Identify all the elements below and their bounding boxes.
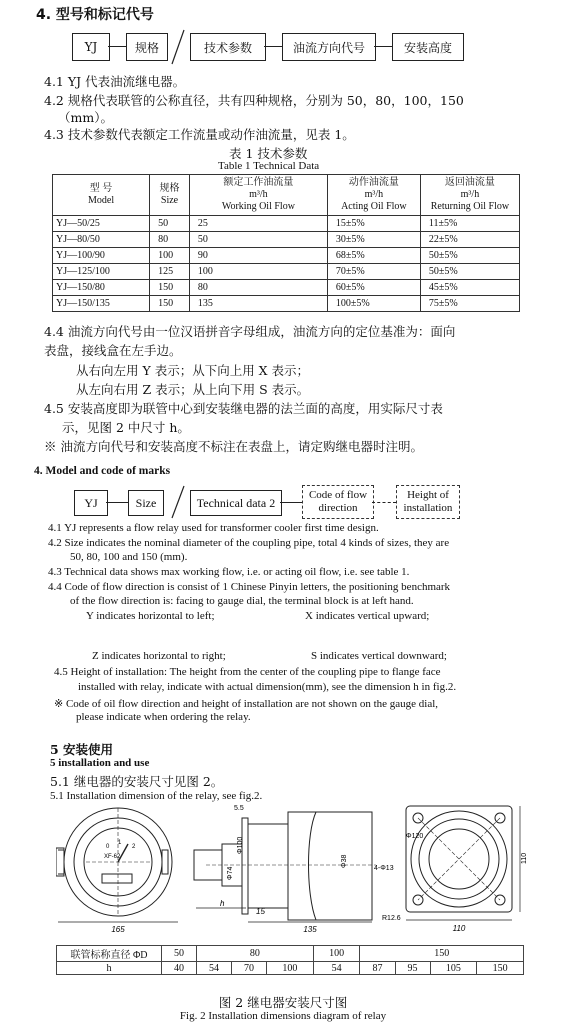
line-4-1-cn: 4.1 YJ 代表油流继电器。 <box>44 74 186 89</box>
table-row: YJ—80/50 80 50 30±5% 22±5% <box>53 232 520 248</box>
technical-data-table: 型 号 Model 规格 Size 额定工作油流量 m³/h Working Oil Flow 动作油流量 m³/h Acting Oil Flow 返回油流量 m³/h Returning Oil Flow YJ—50/25 50 25 15±5% 11±5% YJ—80/50 80 50 30±5% 22±5% YJ—100/90 100 90 68±5% 50±5% YJ—125/100 125 100 70±5% 50±5% YJ—150/80 150 80 60±5% 45±5% YJ—150/135 150 135 100±5% 75±5% <box>52 174 520 312</box>
table-row: YJ—100/90 100 90 68±5% 50±5% <box>53 248 520 264</box>
line-4-2-cn: 4.2 规格代表联管的公称直径，共有四种规格，分别为 50，80，100，150 <box>44 93 464 108</box>
table-row: YJ—50/25 50 25 15±5% 11±5% <box>53 216 520 232</box>
note-en: ※ Code of oil flow direction and height of installation are not shown on the gauge dial, <box>54 698 439 710</box>
svg-text:1: 1 <box>118 840 122 846</box>
box-yj-en: YJ <box>74 490 108 516</box>
line-4-4b-en: of the flow direction is: facing to gauge dial, the terminal block is at left hand. <box>70 595 414 607</box>
line-4-5-cn: 4.5 安装高度即为联管中心到安装继电器的法兰面的高度，用实际尺寸表 <box>44 401 443 416</box>
line-y-x-cn: 从右向左用 Y 表示；从下向上用 X 表示； <box>76 363 310 378</box>
section-4-heading-cn: 4. 型号和标记代号 <box>36 7 154 23</box>
svg-text:Φ100: Φ100 <box>237 836 244 854</box>
line-4-2-en: 4.2 Size indicates the nominal diameter of the coupling pipe, total 4 kinds of sizes, they are <box>48 537 450 549</box>
svg-text:0: 0 <box>106 844 110 850</box>
line-5-1-en: 5.1 Installation dimension of the relay, see fig.2. <box>50 790 263 802</box>
line-4-2b-en: 50, 80, 100 and 150 (mm). <box>70 551 188 563</box>
dial-label: XF-62 <box>104 854 121 860</box>
slash-divider-en <box>170 484 186 520</box>
box-size: 规格 <box>126 33 168 61</box>
line-4-3-cn: 4.3 技术参数代表额定工作流量或动作油流量，见表 1。 <box>44 127 355 142</box>
line-4-5b-en: installed with relay, indicate with actual dimension(mm), see the dimension h in fig.2. <box>78 681 457 693</box>
table-row: YJ—125/100 125 100 70±5% 50±5% <box>53 264 520 280</box>
line-4-4b-cn: 表盘，接线盒在左手边。 <box>44 343 182 358</box>
line-4-5b-cn: 示，见图 2 中尺寸 h。 <box>62 420 190 435</box>
box-height-en: Height of installation <box>396 485 460 519</box>
dim-135: 135 <box>303 925 317 934</box>
box-flow-code-en: Code of flow direction <box>302 485 374 519</box>
figure-caption-en: Fig. 2 Installation dimensions diagram of relay <box>179 1010 387 1022</box>
line-4-4-en: 4.4 Code of flow direction is consist of 1 Chinese Pinyin letters, the positioning benchmark <box>48 581 451 593</box>
line-y-en: Y indicates horizontal to left; <box>86 610 215 622</box>
note-b-en: please indicate when ordering the relay. <box>76 711 251 723</box>
figure-caption-cn: 图 2 继电器安装尺寸图 <box>218 995 348 1010</box>
svg-text:2: 2 <box>132 844 136 850</box>
dimension-table: 联管标称直径 ΦD 50 80 100 150 h 40 54 70 100 54 87 95 105 150 <box>56 945 524 975</box>
dim-h: h <box>220 899 225 908</box>
dim-110-v: 110 <box>521 852 528 864</box>
line-4-5-en: 4.5 Height of installation: The height from the center of the coupling pipe to flange face <box>54 666 441 678</box>
line-z-s-cn: 从左向右用 Z 表示；从上向下用 S 表示。 <box>76 382 310 397</box>
line-5-1-cn: 5.1 继电器的安装尺寸见图 2。 <box>50 774 224 789</box>
svg-text:Φ38: Φ38 <box>341 854 348 868</box>
section-4-heading-en: 4. Model and code of marks <box>34 465 171 477</box>
svg-text:4-Φ13: 4-Φ13 <box>374 865 394 872</box>
section-5-heading-en: 5 installation and use <box>50 757 150 769</box>
table1-title-cn: 表 1 技术参数 <box>229 146 308 161</box>
box-tech-params: 技术参数 <box>190 33 266 61</box>
line-4-2b-cn: （mm）。 <box>58 110 113 125</box>
flange-view <box>406 806 512 912</box>
line-4-4-cn: 4.4 油流方向代号由一位汉语拼音字母组成，油流方向的定位基准为：面向 <box>44 324 456 339</box>
svg-text:5.5: 5.5 <box>234 805 244 812</box>
svg-text:Φ120: Φ120 <box>406 833 424 840</box>
line-x-en: X indicates vertical upward; <box>305 610 430 622</box>
table1-title-en: Table 1 Technical Data <box>218 160 320 172</box>
box-yj: YJ <box>72 33 110 61</box>
note-cn: ※ 油流方向代号和安装高度不标注在表盘上，请定购继电器时注明。 <box>44 439 423 454</box>
svg-text:R12.6: R12.6 <box>382 915 401 922</box>
installation-drawing <box>56 804 546 938</box>
box-install-height: 安装高度 <box>392 33 464 61</box>
svg-text:Φ74: Φ74 <box>227 866 234 880</box>
slash-divider <box>170 28 186 66</box>
line-4-1-en: 4.1 YJ represents a flow relay used for transformer cooler first time design. <box>48 522 379 534</box>
dim-110-h: 110 <box>452 924 466 933</box>
line-z-en: Z indicates horizontal to right; <box>92 650 226 662</box>
table-row: YJ—150/80 150 80 60±5% 45±5% <box>53 280 520 296</box>
table-row: YJ—150/135 150 135 100±5% 75±5% <box>53 296 520 312</box>
box-size-en: Size <box>128 490 164 516</box>
front-view <box>56 808 172 916</box>
section-5-heading-cn: 5 安装使用 <box>50 742 114 757</box>
line-s-en: S indicates vertical downward; <box>311 650 447 662</box>
box-flow-dir-code: 油流方向代号 <box>282 33 376 61</box>
dim-165: 165 <box>111 925 125 934</box>
box-tech-data-en: Technical data 2 <box>190 490 282 516</box>
dim-15: 15 <box>256 907 265 916</box>
line-4-3-en: 4.3 Technical data shows max working flow, i.e. or acting oil flow, i.e. see table 1. <box>48 566 410 578</box>
